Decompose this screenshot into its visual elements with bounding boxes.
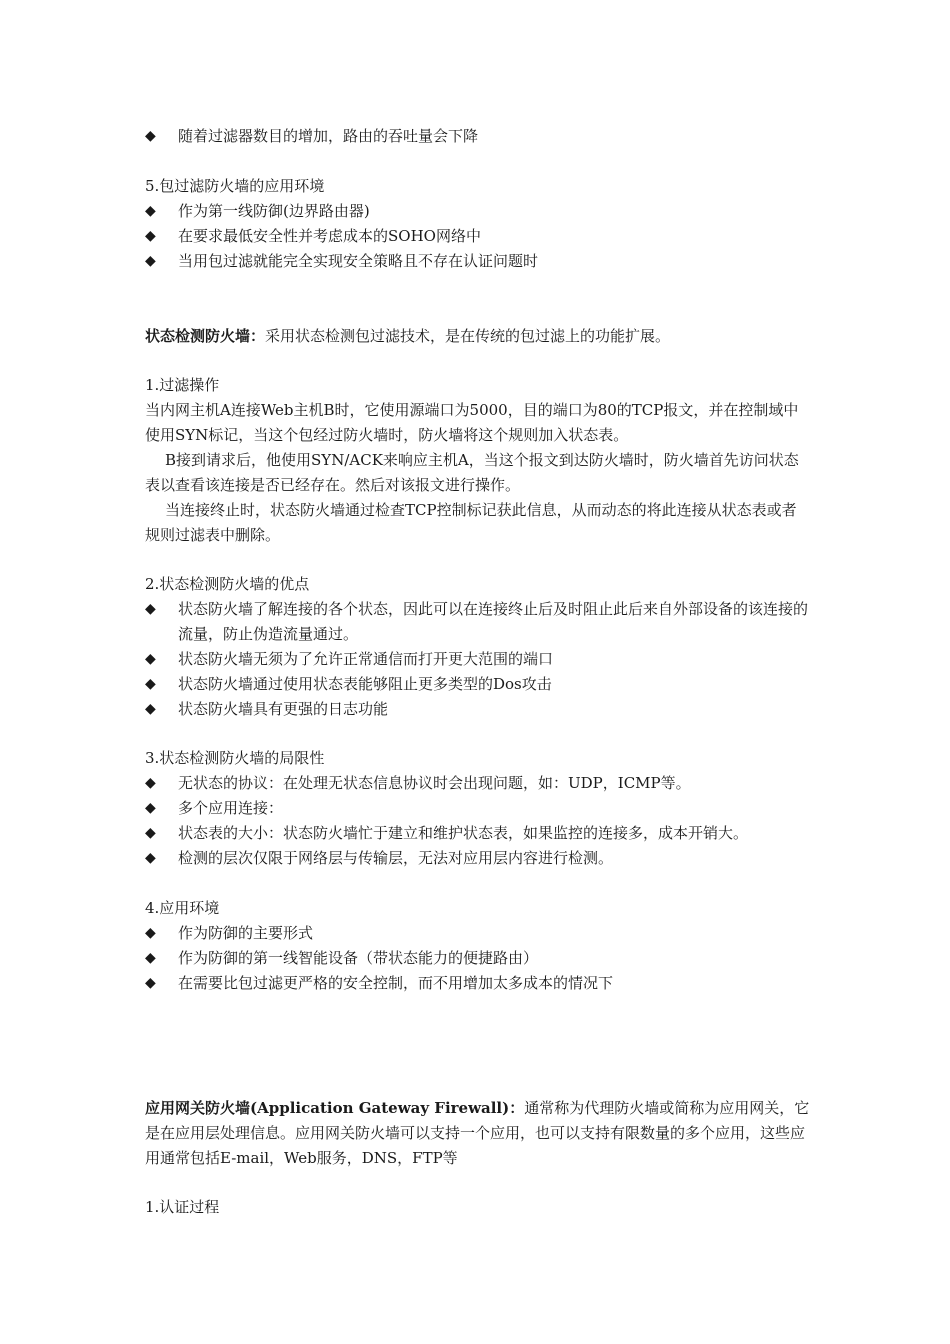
advantages-section bbox=[145, 572, 810, 722]
paragraph: B接到请求后，他使用SYN/ACK来响应主机A，当这个报文到达防火墙时，防火墙首先访问状态表以查看该连接是否已经存在。然后对该报文进行操作。 bbox=[145, 451, 799, 494]
section-heading: 1.过滤操作 bbox=[145, 376, 220, 394]
diamond-bullet-icon: ◆ bbox=[145, 128, 156, 144]
list-item: ◆ 状态表的大小：状态防火墙忙于建立和维护状态表，如果监控的连接多，成本开销大。 bbox=[145, 821, 810, 846]
list-item: ◆ 状态防火墙无须为了允许正常通信而打开更大范围的端口 bbox=[145, 647, 810, 672]
stateful-description: 采用状态检测包过滤技术，是在传统的包过滤上的功能扩展。 bbox=[265, 327, 671, 345]
diamond-bullet-icon: ◆ bbox=[145, 775, 156, 791]
list-item: ◆ 无状态的协议：在处理无状态信息协议时会出现问题，如：UDP，ICMP等。 bbox=[145, 771, 810, 796]
diamond-bullet-icon: ◆ bbox=[145, 825, 156, 841]
diamond-bullet-icon: ◆ bbox=[145, 651, 156, 667]
section-heading: 5.包过滤防火墙的应用环境 bbox=[145, 177, 325, 195]
list-item: ◆ 在要求最低安全性并考虑成本的SOHO网络中 bbox=[145, 224, 810, 249]
list-item: ◆ 作为防御的第一线智能设备（带状态能力的便捷路由） bbox=[145, 946, 810, 971]
section-heading: 1.认证过程 bbox=[145, 1198, 220, 1216]
list-item: ◆ 状态防火墙具有更强的日志功能 bbox=[145, 697, 810, 722]
list-item: ◆ 作为防御的主要形式 bbox=[145, 921, 810, 946]
diamond-bullet-icon: ◆ bbox=[145, 925, 156, 941]
diamond-bullet-icon: ◆ bbox=[145, 950, 156, 966]
auth-process-section bbox=[145, 1195, 810, 1220]
diamond-bullet-icon: ◆ bbox=[145, 850, 156, 866]
paragraph: 当连接终止时，状态防火墙通过检查TCP控制标记获此信息，从而动态的将此连接从状态表或者规则过滤表中删除。 bbox=[145, 501, 797, 544]
application-env-section bbox=[145, 896, 810, 996]
stateful-intro bbox=[145, 324, 810, 349]
list-item: ◆ 检测的层次仅限于网络层与传输层，无法对应用层内容进行检测。 bbox=[145, 846, 810, 871]
diamond-bullet-icon: ◆ bbox=[145, 975, 156, 991]
list-item: ◆ 当用包过滤就能完全实现安全策略且不存在认证问题时 bbox=[145, 249, 810, 274]
list-item: ◆ 多个应用连接： bbox=[145, 796, 810, 821]
stateful-title: 状态检测防火墙： bbox=[145, 327, 266, 345]
limitations-section bbox=[145, 746, 810, 871]
gateway-title: 应用网关防火墙(Application Gateway Firewall)： bbox=[145, 1099, 525, 1117]
diamond-bullet-icon: ◆ bbox=[145, 701, 156, 717]
diamond-bullet-icon: ◆ bbox=[145, 601, 156, 617]
packet-filter-env-section bbox=[145, 174, 810, 274]
section-heading: 2.状态检测防火墙的优点 bbox=[145, 575, 310, 593]
gateway-description: 通常称为代理防火墙或简称为应用网关，它是在应用层处理信息。应用网关防火墙可以支持一个应用，也可以支持有限数量的多个应用，这些应用通常包括E-mail，Web服务，DNS，FTP等 bbox=[145, 1099, 810, 1167]
list-item: ◆ 状态防火墙了解连接的各个状态，因此可以在连接终止后及时阻止此后来自外部设备的该连接的流量，防止伪造流量通过。 bbox=[145, 597, 810, 647]
list-item: ◆ 作为第一线防御(边界路由器) bbox=[145, 199, 810, 224]
list-item: ◆ 状态防火墙通过使用状态表能够阻止更多类型的Dos攻击 bbox=[145, 672, 810, 697]
list-item: ◆ 在需要比包过滤更严格的安全控制，而不用增加太多成本的情况下 bbox=[145, 971, 810, 996]
paragraph: 当内网主机A连接Web主机B时，它使用源端口为5000，目的端口为80的TCP报文，并在控制域中使用SYN标记，当这个包经过防火墙时，防火墙将这个规则加入状态表。 bbox=[145, 401, 799, 444]
intro-bullet-list bbox=[145, 124, 810, 149]
gateway-intro bbox=[145, 1096, 810, 1171]
section-heading: 3.状态检测防火墙的局限性 bbox=[145, 749, 325, 767]
diamond-bullet-icon: ◆ bbox=[145, 203, 156, 219]
diamond-bullet-icon: ◆ bbox=[145, 253, 156, 269]
diamond-bullet-icon: ◆ bbox=[145, 228, 156, 244]
list-item: ◆ 随着过滤器数目的增加，路由的吞吐量会下降 bbox=[145, 124, 810, 149]
filter-operation-section bbox=[145, 373, 810, 548]
diamond-bullet-icon: ◆ bbox=[145, 800, 156, 816]
diamond-bullet-icon: ◆ bbox=[145, 676, 156, 692]
section-heading: 4.应用环境 bbox=[145, 899, 220, 917]
